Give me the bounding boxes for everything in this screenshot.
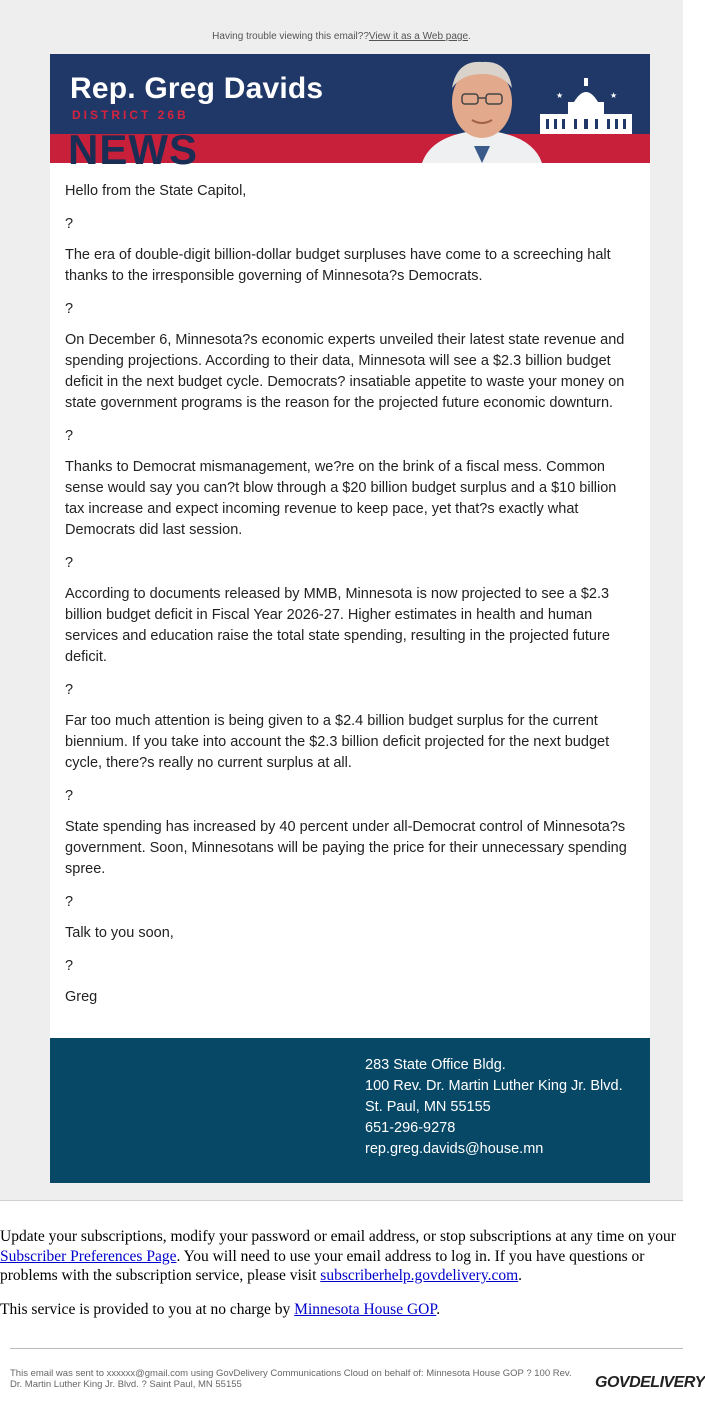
body-paragraph: Hello from the State Capitol, [65, 183, 247, 199]
contact-footer [50, 1038, 650, 1183]
address-line-3: St. Paul, MN 55155 [365, 1099, 491, 1115]
contact-phone: 651-296-9278 [365, 1120, 456, 1136]
body-paragraph: Talk to you soon, [65, 925, 174, 941]
body-paragraph: State spending has increased by 40 percent under all-Democrat control of Minnesota?s government. Soon, Minnesotans will be paying the price for their unnecessary spending spree. [65, 819, 627, 877]
contact-email[interactable]: rep.greg.davids@house.mn [365, 1141, 544, 1157]
trouble-text: Having trouble viewing this email?? [212, 31, 369, 42]
svg-text:★: ★ [556, 91, 564, 100]
newsletter-banner [50, 54, 650, 173]
spacer-paragraph: ? [65, 958, 74, 974]
spacer-paragraph: ? [65, 428, 74, 444]
spacer-paragraph: ? [65, 301, 74, 317]
minnesota-house-gop-link[interactable]: Minnesota House GOP [294, 1300, 437, 1318]
view-web-page-link[interactable]: View it as a Web page [368, 31, 469, 42]
address-line-1: 283 State Office Bldg. [365, 1057, 506, 1073]
email-card [50, 54, 650, 1183]
spacer-paragraph: ? [65, 555, 74, 571]
trouble-period: . [468, 31, 471, 42]
footer-rule [10, 1348, 683, 1349]
spacer-paragraph: ? [65, 788, 74, 804]
banner-news-label: NEWS [68, 126, 198, 173]
subscriber-help-link[interactable]: subscriberhelp.govdelivery.com [320, 1267, 519, 1284]
capitol-building-icon [538, 78, 634, 134]
contact-address [365, 1055, 623, 1160]
section-divider [0, 1200, 683, 1201]
banner-district: DISTRICT 26B [72, 108, 189, 122]
body-paragraph: Greg [65, 989, 98, 1005]
service-text-1: This service is provided to you at no charge by [0, 1300, 295, 1318]
sent-to-notice: This email was sent to xxxxxx@gmail.com using GovDelivery Communications Cloud on behalf of: Minnesota House GOP ? 100 Rev. Dr. Martin Luther King Jr. Blvd. ? Saint Paul, MN 55155 [10, 1368, 572, 1390]
body-paragraph: The era of double-digit billion-dollar budget surpluses have come to a screeching halt thanks to the irresponsible governing of Minnesota?s Democrats. [65, 247, 611, 284]
spacer-paragraph: ? [65, 682, 74, 698]
body-paragraph: Far too much attention is being given to a $2.4 billion budget surplus for the current biennium. If you take into account the $2.3 billion deficit projected for the next budget cycle, there?s really no current surplus at all. [65, 713, 610, 771]
svg-text:★: ★ [610, 91, 618, 100]
email-body [50, 163, 650, 1038]
spacer-paragraph: ? [65, 216, 74, 232]
address-line-2: 100 Rev. Dr. Martin Luther King Jr. Blvd. [365, 1078, 623, 1094]
service-notice [0, 1300, 700, 1320]
service-text-2: . [436, 1300, 441, 1318]
body-paragraph: On December 6, Minnesota?s economic experts unveiled their latest state revenue and spending projections. According to their data, Minnesota will see a $2.3 billion budget deficit in the next budget cycle. Democrats? insatiable appetite to waste your money on state government programs is the reason for the projected future economic downturn. [65, 332, 625, 411]
spacer-paragraph: ? [65, 894, 74, 910]
body-paragraph: Thanks to Democrat mismanagement, we?re on the brink of a fiscal mess. Common sense would say you can?t blow through a $20 billion budget surplus and a $10 billion tax increase and expect incoming revenue to keep pace, yet that?s exactly what Democrats did last session. [65, 459, 617, 538]
subscription-footer [0, 1227, 700, 1333]
subscription-notice [0, 1227, 700, 1286]
banner-title: Rep. Greg Davids [70, 72, 324, 105]
subscription-text-3: . [518, 1267, 523, 1284]
subscription-text-1: Update your subscriptions, modify your password or email address, or stop subscriptions at any time on your [0, 1228, 676, 1245]
subscription-text-2: . You will need to use your email address to log in. If you have questions or problems with the subscription service, please visit [0, 1247, 645, 1284]
subscriber-preferences-link[interactable]: Subscriber Preferences Page [0, 1247, 177, 1265]
trouble-viewing-notice [0, 31, 683, 42]
govdelivery-logo: GOVDELIVERY [595, 1374, 705, 1391]
body-paragraph: According to documents released by MMB, Minnesota is now projected to see a $2.3 billion budget deficit in Fiscal Year 2026-27. Higher estimates in health and human services and education raise the total state spending, resulting in the projected future deficit. [65, 586, 610, 665]
